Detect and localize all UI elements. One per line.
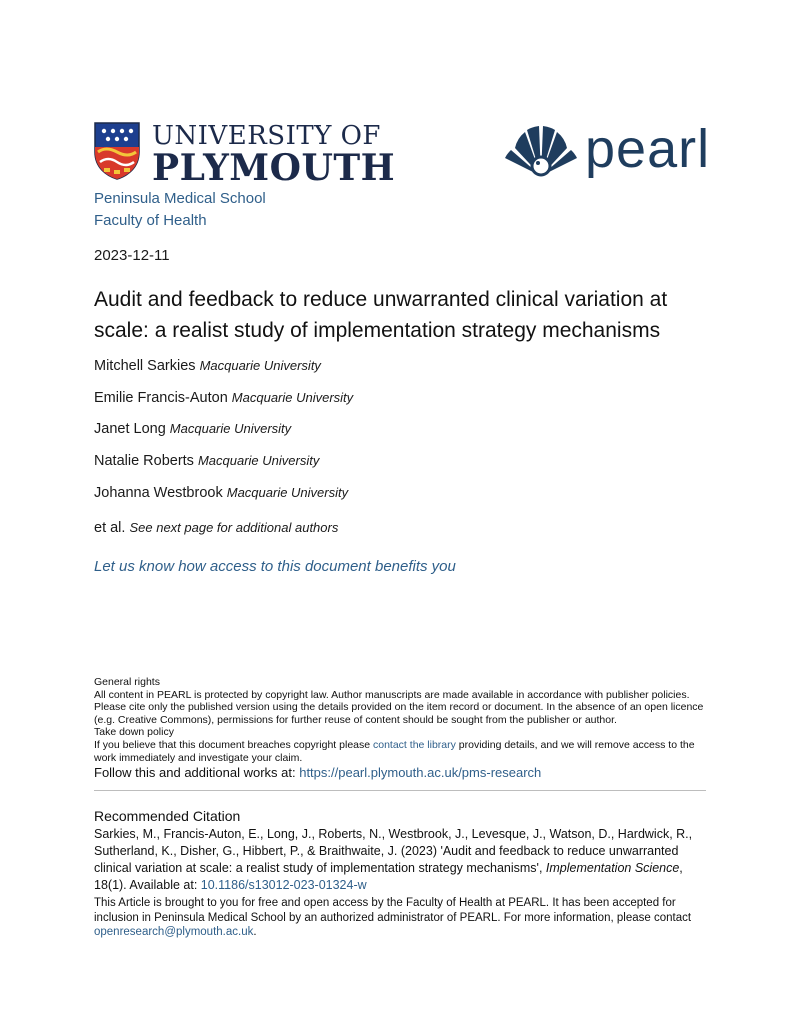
department-link-faculty-of-health[interactable]: Faculty of Health <box>94 212 207 229</box>
follow-works-line <box>94 765 709 780</box>
et-al-label: et al. <box>94 520 126 536</box>
section-divider <box>94 790 706 791</box>
takedown-policy-heading: Take down policy <box>94 726 174 739</box>
citation-text <box>94 826 709 894</box>
citation-text-start: Sarkies, M., Francis-Auton, E., Long, J., Roberts, N., Westbrook, J., Levesque, J., Watson, D., Hardwick, R., Sutherland, K., Disher, G., Hibbert, P., & Braithwaite, J. (2023) 'Audit and feedback to reduce unwarranted clinical variation at scale: a realist study of implementation strategy mechanisms', <box>94 827 693 875</box>
pearl-logo <box>503 119 711 182</box>
rights-section <box>94 676 709 780</box>
takedown-text-end: providing details, and we will remove access to the work immediately and investigate your claim. <box>94 738 695 764</box>
takedown-text-start: If you believe that this document breaches copyright please <box>94 738 373 751</box>
open-access-statement <box>94 896 709 940</box>
author-affiliation: Macquarie University <box>169 421 292 436</box>
contact-email-link[interactable]: openresearch@plymouth.ac.uk <box>94 926 254 938</box>
department-link-peninsula-medical-school[interactable]: Peninsula Medical School <box>94 190 266 207</box>
author-entry <box>94 485 348 501</box>
follow-works-label: Follow this and additional works at: <box>94 765 300 781</box>
author-affiliation: Macquarie University <box>197 453 320 468</box>
publication-date: 2023-12-11 <box>94 247 170 264</box>
article-title: Audit and feedback to reduce unwarranted clinical variation at scale: a realist study of implementation strategy mechanisms <box>94 288 668 342</box>
author-entry <box>94 390 353 406</box>
journal-name: Implementation Science <box>545 861 680 875</box>
author-affiliation: Macquarie University <box>231 390 354 405</box>
recommended-citation-heading: Recommended Citation <box>94 808 241 824</box>
author-name: Natalie Roberts <box>94 453 194 469</box>
et-al-entry <box>94 520 338 536</box>
additional-authors-note: See next page for additional authors <box>129 520 339 535</box>
university-logo <box>94 121 396 189</box>
author-entry <box>94 421 291 437</box>
citation-text-mid: , 18(1). Available at: <box>94 861 683 892</box>
pms-research-link[interactable]: https://pearl.plymouth.ac.uk/pms-research <box>299 765 542 781</box>
takedown-policy-text <box>94 739 709 764</box>
access-text-end: . <box>253 926 257 938</box>
author-entry <box>94 453 319 469</box>
author-name: Johanna Westbrook <box>94 485 223 501</box>
benefit-feedback-link[interactable]: Let us know how access to this document benefits you <box>94 558 456 575</box>
author-entry <box>94 358 321 374</box>
author-affiliation: Macquarie University <box>226 485 349 500</box>
general-rights-text: All content in PEARL is protected by copyright law. Author manuscripts are made available in accordance with publisher policies. Please cite only the published version using the details provided on the item record or document. In the absence of an open licence (e.g. Creative Commons), permissions for further reuse of content should be sought from the publisher or author. <box>94 688 704 726</box>
shell-icon <box>503 124 579 180</box>
university-line1: UNIVERSITY OF <box>152 121 381 151</box>
university-line2: PLYMOUTH <box>152 147 396 189</box>
pearl-wordmark: pearl <box>585 119 711 179</box>
author-name: Janet Long <box>94 421 166 437</box>
doi-link[interactable]: 10.1186/s13012-023-01324-w <box>200 878 367 892</box>
author-name: Emilie Francis-Auton <box>94 390 228 406</box>
general-rights-heading: General rights <box>94 676 160 688</box>
university-wordmark <box>152 121 396 189</box>
author-affiliation: Macquarie University <box>199 358 321 373</box>
contact-library-link[interactable]: contact the library <box>373 738 456 751</box>
access-text: This Article is brought to you for free and open access by the Faculty of Health at PEARL. It has been accepted for inclusion in Peninsula Medical School by an authorized administrator of PEARL. For more information, please contact <box>94 897 692 924</box>
university-crest-icon <box>94 122 140 180</box>
author-name: Mitchell Sarkies <box>94 358 196 374</box>
